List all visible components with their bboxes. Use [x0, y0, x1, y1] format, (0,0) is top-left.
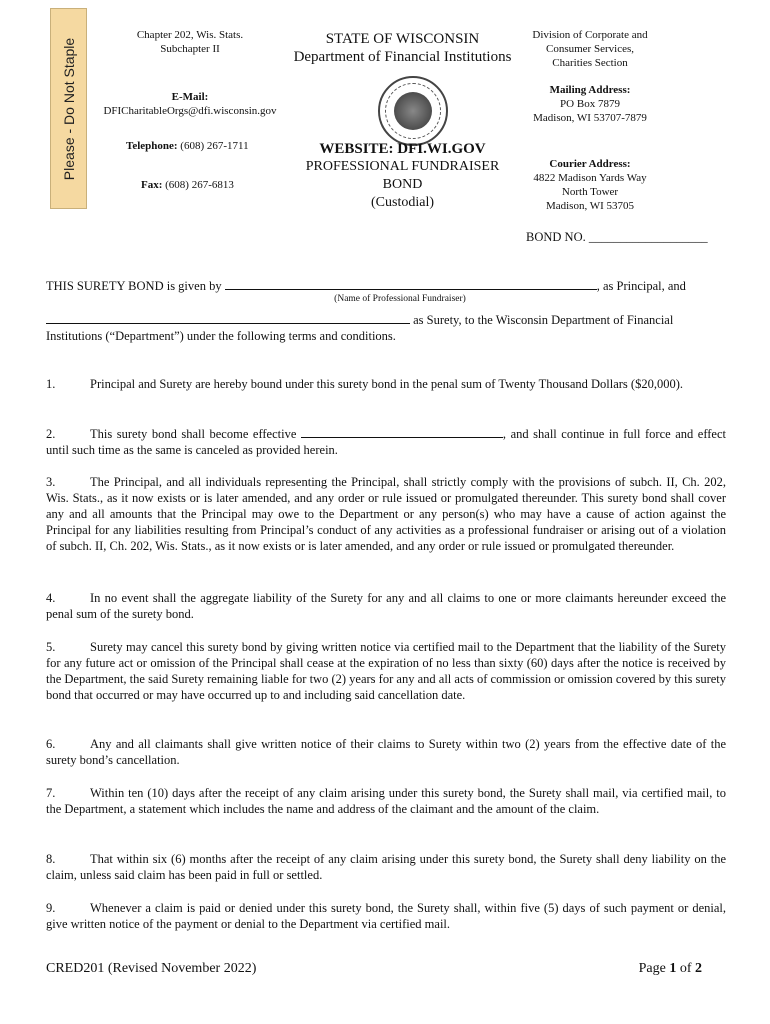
courier-line-1: 4822 Madison Yards Way — [533, 172, 647, 184]
paragraph-number: 7. — [46, 786, 56, 800]
paragraph-text: This surety bond shall become effective — [90, 427, 297, 441]
courier-line-3: Madison, WI 53705 — [545, 200, 635, 212]
paragraph-6 — [46, 736, 726, 768]
paragraph-1 — [46, 376, 726, 392]
page-total: 2 — [695, 961, 702, 976]
paragraph-5 — [46, 639, 726, 703]
paragraph-text: In no event shall the aggregate liability of the Surety for any and all claims to one or more claimants hereunder exceed the penal sum of the surety bond. — [46, 591, 726, 621]
page-of: of — [679, 961, 692, 976]
bond-number-field[interactable]: BOND NO. ___________________ — [526, 230, 708, 244]
paragraph-3 — [46, 474, 726, 554]
intro-line-2 — [46, 312, 726, 344]
courier-line-2: North Tower — [561, 186, 619, 198]
paragraph-number: 3. — [46, 475, 56, 489]
phone-label: Telephone: — [126, 140, 178, 152]
surety-name-field[interactable] — [46, 312, 410, 324]
paragraph-number: 6. — [46, 737, 56, 751]
paragraph-text: , and shall continue in full force and effect until such time as the same is canceled as provided herein. — [46, 427, 727, 457]
fax-line — [141, 178, 291, 192]
paragraph-2 — [46, 426, 726, 458]
paragraph-text: Principal and Surety are hereby bound under this surety bond in the penal sum of Twenty Thousand Dollars ($20,000). — [90, 377, 683, 391]
paragraph-number: 8. — [46, 852, 56, 866]
email-block — [90, 90, 290, 118]
paragraph-9 — [46, 900, 726, 932]
form-title-line-2: BOND — [382, 177, 423, 192]
state-seal-icon — [378, 76, 448, 146]
fax-label: Fax: — [141, 179, 163, 191]
principal-name-caption: (Name of Professional Fundraiser) — [334, 294, 466, 304]
division-block — [520, 28, 660, 70]
courier-address — [520, 157, 660, 213]
intro-text-2: , as Principal, and — [596, 279, 686, 293]
form-title-line-1: PROFESSIONAL FUNDRAISER — [305, 159, 500, 174]
do-not-staple-label: Please - Do Not Staple — [60, 37, 77, 180]
website: WEBSITE: DFI.WI.GOV — [319, 141, 486, 157]
do-not-staple-banner — [50, 8, 87, 209]
paragraph-number: 4. — [46, 591, 56, 605]
page-word: Page — [638, 961, 666, 976]
paragraph-text: The Principal, and all individuals representing the Principal, shall strictly comply with the provisions of subch. II, Ch. 202, Wis. Stats., as it now exists or is later amended, and any order or rule issued or promulgated thereunder. This surety bond shall cover any and all amounts that the Principal may owe to the Department or any person(s) who may have a cause of action against the Principal for any liabilities resulting from Principal’s conduct of any activities as a professional fundraiser or arising out of a violation of subch. II, Ch. 202, Wis. Stats., as it now exists or is later amended, and any order or rule issued or promulgated thereunder. — [46, 475, 726, 553]
page-indicator — [639, 961, 702, 977]
paragraph-text: Within ten (10) days after the receipt of any claim arising under this surety bond, the Surety shall mail, via certified mail, to the Department, a statement which includes the name and address of the claimant and the amount of the claim. — [46, 786, 726, 816]
mailing-address — [520, 83, 660, 125]
statute-line-1: Chapter 202, Wis. Stats. — [136, 29, 244, 41]
mailing-label: Mailing Address: — [549, 84, 631, 96]
division-line-2: Consumer Services, — [546, 43, 634, 55]
mailing-line-1: PO Box 7879 — [560, 98, 620, 110]
statute-line-2: Subchapter II — [160, 43, 220, 55]
courier-label: Courier Address: — [549, 158, 631, 170]
intro-text-1: THIS SURETY BOND is given by — [46, 279, 222, 293]
paragraph-text: That within six (6) months after the receipt of any claim arising under this surety bond, the Surety shall deny liability on the claim, unless said claim has been paid in full or settled. — [46, 852, 726, 882]
email-value: DFICharitableOrgs@dfi.wisconsin.gov — [103, 105, 277, 117]
email-label: E-Mail: — [171, 91, 209, 103]
paragraph-4 — [46, 590, 726, 622]
paragraph-number: 9. — [46, 901, 56, 915]
paragraph-number: 1. — [46, 377, 56, 391]
paragraph-text: Surety may cancel this surety bond by giving written notice via certified mail to the Department that the liability of the Surety for any future act or omission of the Principal shall cease at the expiration of no less than sixty (60) days after the notice is received by the Department, the said Surety remaining liable for two (2) years for any and all acts of commission or omission covered by this surety bond that occurred or may have occurred up to and including said cancellation date. — [46, 640, 726, 702]
paragraph-number: 2. — [46, 427, 56, 441]
phone-line — [126, 139, 296, 153]
division-line-1: Division of Corporate and — [532, 29, 648, 41]
effective-date-field[interactable] — [301, 426, 503, 438]
intro-line-1 — [46, 278, 726, 294]
division-line-3: Charities Section — [552, 57, 628, 69]
mailing-line-2: Madison, WI 53707-7879 — [533, 112, 647, 124]
intro-text-3: as Surety, to the Wisconsin Department of Financial — [413, 313, 674, 327]
agency-heading — [290, 30, 515, 66]
paragraph-8 — [46, 851, 726, 883]
paragraph-text: Any and all claimants shall give written notice of their claims to Surety within two (2) years from the effective date of the surety bond’s cancellation. — [46, 737, 726, 767]
form-title-block — [290, 140, 515, 212]
statute-reference — [110, 28, 270, 56]
paragraph-7 — [46, 785, 726, 817]
department-name: Department of Financial Institutions — [293, 49, 512, 65]
form-title-line-3: (Custodial) — [371, 195, 434, 210]
intro-text-4: Institutions (“Department”) under the following terms and conditions. — [46, 329, 396, 343]
fax-value: (608) 267-6813 — [165, 179, 234, 191]
page-number: 1 — [669, 961, 677, 976]
paragraph-text: Whenever a claim is paid or denied under this surety bond, the Surety shall, within five (5) days of such payment or denial, give written notice of the payment or denial to the Department via certified mail. — [46, 901, 726, 931]
principal-name-field[interactable] — [225, 278, 597, 290]
paragraph-number: 5. — [46, 640, 56, 654]
state-name: STATE OF WISCONSIN — [325, 31, 480, 47]
form-id: CRED201 (Revised November 2022) — [46, 961, 257, 976]
phone-value: (608) 267-1711 — [180, 140, 249, 152]
